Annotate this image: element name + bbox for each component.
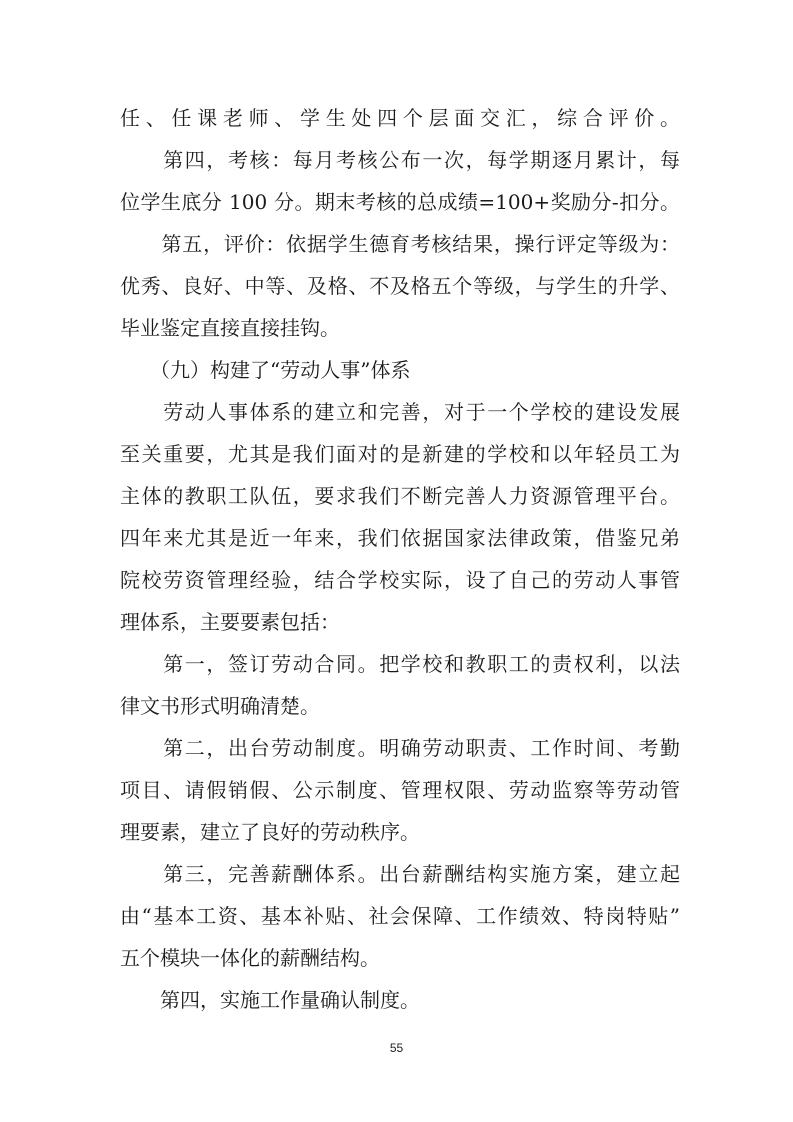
text-line: 主体的教职工队伍，要求我们不断完善人力资源管理平台。 <box>120 484 680 508</box>
text-line: 第五，评价：依据学生德育考核结果，操行评定等级为： <box>120 232 680 256</box>
text-line: 项目、请假销假、公示制度、管理权限、劳动监察等劳动管 <box>120 778 680 802</box>
text-line: 至关重要，尤其是我们面对的是新建的学校和以年轻员工为 <box>120 442 680 466</box>
text-line: 由“基本工资、基本补贴、社会保障、工作绩效、特岗特贴” <box>120 904 680 928</box>
text-line: 律文书形式明确清楚。 <box>120 694 320 718</box>
text-line: 理体系，主要要素包括： <box>120 610 340 634</box>
text-line: 第三，完善薪酬体系。出台薪酬结构实施方案，建立起 <box>120 862 680 886</box>
text-line: 优秀、良好、中等、及格、不及格五个等级，与学生的升学、 <box>120 274 680 298</box>
text-line: 位学生底分 100 分。期末考核的总成绩=100+奖励分-扣分。 <box>120 190 680 214</box>
text-line: 五个模块一体化的薪酬结构。 <box>120 946 380 970</box>
text-line: 毕业鉴定直接直接挂钩。 <box>120 316 340 340</box>
text-line: 第四，实施工作量确认制度。 <box>120 988 420 1012</box>
text-line: 理要素，建立了良好的劳动秩序。 <box>120 820 420 844</box>
text-line: 劳动人事体系的建立和完善，对于一个学校的建设发展 <box>120 400 680 424</box>
text-line: 任、任课老师、学生处四个层面交汇，综合评价。 <box>120 106 680 130</box>
text-line: 院校劳资管理经验，结合学校实际，设了自己的劳动人事管 <box>120 568 680 592</box>
text-line: 第四，考核：每月考核公布一次，每学期逐月累计，每 <box>120 148 680 172</box>
section-heading: （九）构建了“劳动人事”体系 <box>120 358 411 382</box>
text-line: 第一，签订劳动合同。把学校和教职工的责权利，以法 <box>120 652 680 676</box>
page-number: 55 <box>389 1041 404 1055</box>
text-line: 四年来尤其是近一年来，我们依据国家法律政策，借鉴兄弟 <box>120 526 680 550</box>
text-line: 第二，出台劳动制度。明确劳动职责、工作时间、考勤 <box>120 736 680 760</box>
